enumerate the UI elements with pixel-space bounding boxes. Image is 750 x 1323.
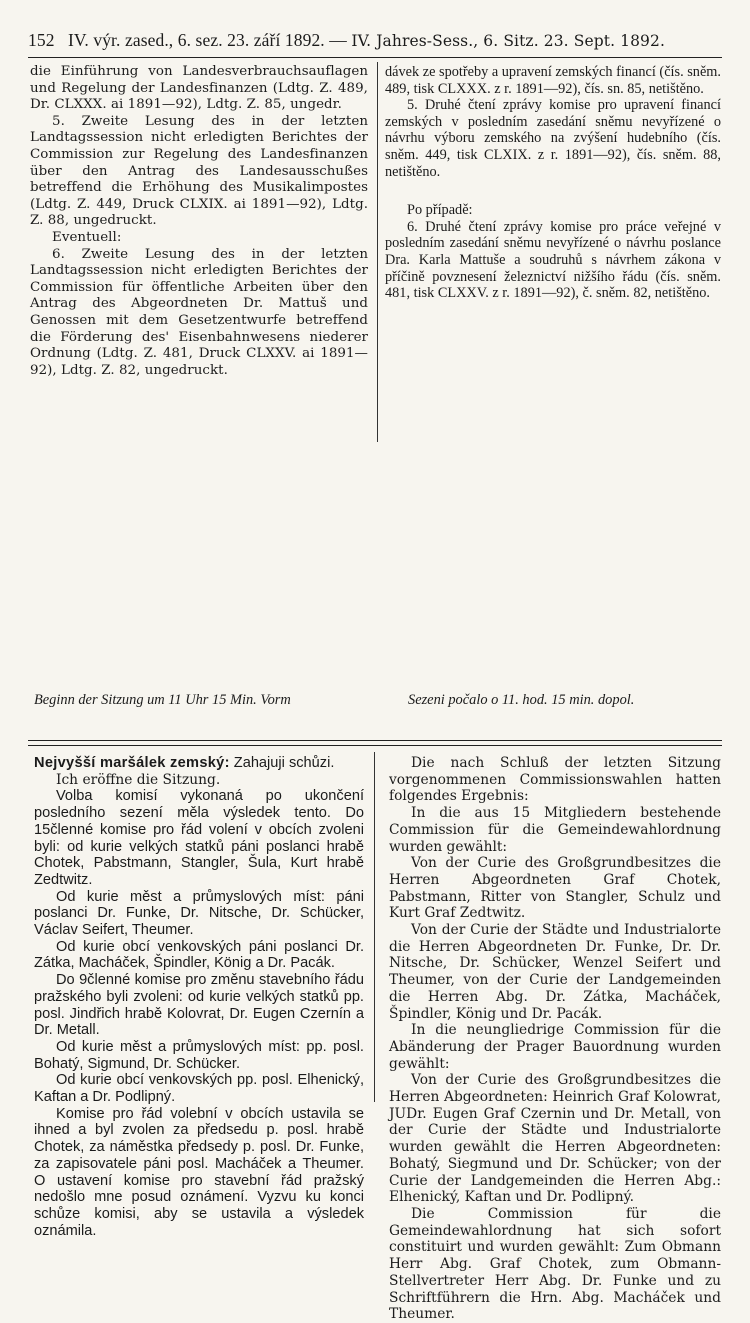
opening-german: Ich eröffne die Sitzung. — [56, 771, 221, 788]
proceedings-german-paragraph: Die Commission für die Gemeindewahlordnung hat sich sofort constituirt und wurden gewählt: Zum Obmann Herr Abg. Graf Chotek, zum Obmann-Stellvertreter Herr Abg. Dr. Funke und zu Schriftführern die Hrn. Abg. Macháček und Theumer. — [389, 1205, 721, 1323]
section-rule-top — [28, 740, 722, 741]
proceedings-german-paragraph: Von der Curie des Großgrundbesitzes die Herren Abgeordneten: Heinrich Graf Kolowrat, JUDr. Eugen Graf Czernin und Dr. Metall, von der Curie der Städte und Industrialorte wurden gewählt die Herren Abgeordneten: Bohatý, Siegmund und Dr. Schücker; von der Curie der Landgemeinden die Herren Abg.: Elhenický, Kaftan und Dr. Podlipný. — [389, 1072, 721, 1206]
agenda-german-item-1: die Einführung von Landesverbrauchsauflagen und Regelung der Landesfinanzen (Ldtg. Z. 489, Dr. CLXXX. ai 1891—92), Ldtg. Z. 85, ungedr. — [30, 64, 368, 113]
proceedings-czech-column — [34, 755, 364, 1239]
header-czech: IV. výr. zased., 6. sez. 23. září 1892. — [68, 30, 325, 50]
proceedings-german-paragraph: Von der Curie des Großgrundbesitzes die Herren Abgeordneten Graf Chotek, Pabstmann, Ritter von Stangler, Schulz und Kurt Graf Zedtwitz. — [389, 855, 721, 922]
column-divider-lower — [374, 752, 375, 1102]
column-divider-upper — [377, 62, 378, 442]
agenda-german-column — [30, 64, 368, 379]
agenda-czech-item-6: 6. Druhé čtení zprávy komise pro práce veřejné v posledním zasedání sněmu nevyřízené o návrhu poslance Dra. Karla Mattuše a soudruhů s návrhem zákona v příčině povznesení železnictví nižšího řádu (čís. sněm. 481, tisk CLXXV. z r. 1891—92), č. sněm. 82, netištěno. — [385, 218, 721, 302]
proceedings-paragraph: Volba komisí vykonaná po ukončení posledního sezení měla výsledek tento. Do 15členné komise pro řád volení v obcích zvoleni byli: od kurie velkých statků páni poslanci hrabě Chotek, Pabstmann, Stangler, Šula, Kurt hrabě Zedtwitz. — [34, 788, 364, 888]
session-start-czech: Sezeni počalo o 11. hod. 15 min. dopol. — [408, 692, 635, 708]
proceedings-paragraph: Komise pro řád volební v obcích ustavila se ihned a byl zvolen za předsedu p. posl. hrabě Chotek, za náměstka předsedy p. posl. Dr. Funke, za zapisovatele páni posl. Macháček a Theumer. O ustavení komise pro stavební řád pražský nedošlo mne posud oznámení. Vyzvu ku konci schůze komisi, aby se ustavila a výsledek oznámila. — [34, 1105, 364, 1239]
agenda-czech-item-5: 5. Druhé čtení zprávy komise pro upravení financí zemských v posledním zasedání sněmu nevyřízené o návrhu výboru zemského na zvýšení hudebního (čís. sněm. 449, tisk CLXIX. z r. 1891—92), čís. sněm. 88, netištěno. — [385, 97, 721, 180]
proceedings-german-paragraph: In die neungliedrige Commission für die Abänderung der Prager Bauordnung wurden gewählt: — [389, 1022, 721, 1072]
agenda-german-item-5: 5. Zweite Lesung des in der letzten Landtagssession nicht erledigten Berichtes der Commission zur Regelung des Landesfinanzen über den Antrag des Landesausschußes betreffend die Erhöhung des Musikalimpostes (Ldtg. Z. 449, Druck CLXIX. ai 1891—92), Ldtg. Z. 88, ungedruckt. — [30, 113, 368, 229]
agenda-czech-item-1: dávek ze spotřeby a upravení zemských financí (čís. sněm. 489, tisk CLXXX. z r. 1891—92), čís. sn. 85, netištěno. — [385, 64, 721, 97]
header-rule — [28, 57, 722, 58]
proceedings-paragraph: Od kurie měst a průmyslových míst: pp. posl. Bohatý, Sigmund, Dr. Schücker. — [34, 1038, 364, 1072]
speaker-paragraph — [34, 755, 364, 772]
proceedings-paragraph: Od kurie obcí venkovských pp. posl. Elhenický, Kaftan a Dr. Podlipný. — [34, 1072, 364, 1106]
proceedings-paragraph: Od kurie měst a průmyslových míst: páni poslanci Dr. Funke, Dr. Nitsche, Dr. Schücker, Václav Seifert, Theumer. — [34, 888, 364, 939]
proceedings-german-paragraph: Die nach Schluß der letzten Sitzung vorgenommenen Commissionswahlen hatten folgendes Ergebnis: — [389, 755, 721, 805]
proceedings-paragraph: Do 9členné komise pro změnu stavebního řádu pražského byli zvoleni: od kurie velkých statků pp. posl. Jindřich hrabě Kolovrat, Dr. Eugen Czernín a Dr. Metall. — [34, 972, 364, 1039]
page-number: 152 — [28, 30, 55, 50]
agenda-czech-column — [385, 64, 721, 302]
proceedings-paragraph: Od kurie obcí venkovských páni poslanci Dr. Zátka, Macháček, Špindler, König a Dr. Pacák. — [34, 938, 364, 972]
header-dash: — — [329, 30, 347, 50]
agenda-german-item-6: 6. Zweite Lesung des in der letzten Landtagssession nicht erledigten Berichtes der Commission für öffentliche Arbeiten über den Antrag des Abgeordneten Dr. Mattuš und Genossen mit dem Gesetzentwurfe betreffend die Förderung des' Eisenbahnwesens niederer Ordnung (Ldtg. Z. 481, Druck CLXXV. ai 1891—92), Ldtg. Z. 82, ungedruckt. — [30, 246, 368, 378]
header-german: IV. Jahres-Sess., 6. Sitz. 23. Sept. 1892. — [351, 32, 665, 50]
proceedings-german-paragraph: Von der Curie der Städte und Industrialorte die Herren Abgeordneten Dr. Funke, Dr. Dr. Nitsche, Dr. Schücker, Wenzel Seifert und Theumer, von der Curie der Landgemeinden die Herren Abg. Dr. Zátka, Macháček, Špindler, König und Dr. Pacák. — [389, 922, 721, 1022]
page-header — [28, 30, 720, 51]
agenda-czech-pripade: Po případě: — [407, 202, 473, 219]
session-start-german: Beginn der Sitzung um 11 Uhr 15 Min. Vorm — [34, 692, 291, 708]
speaker-opening: Zahajuji schůzi. — [229, 755, 335, 771]
proceedings-german-column — [389, 755, 721, 1323]
section-rule-bottom — [28, 745, 722, 746]
proceedings-german-paragraph: In die aus 15 Mitgliedern bestehende Commission für die Gemeindewahlordnung wurden gewählt: — [389, 805, 721, 855]
speaker-name: Nejvyšší maršálek zemský: — [34, 755, 230, 771]
agenda-german-eventuell: Eventuell: — [52, 229, 122, 245]
